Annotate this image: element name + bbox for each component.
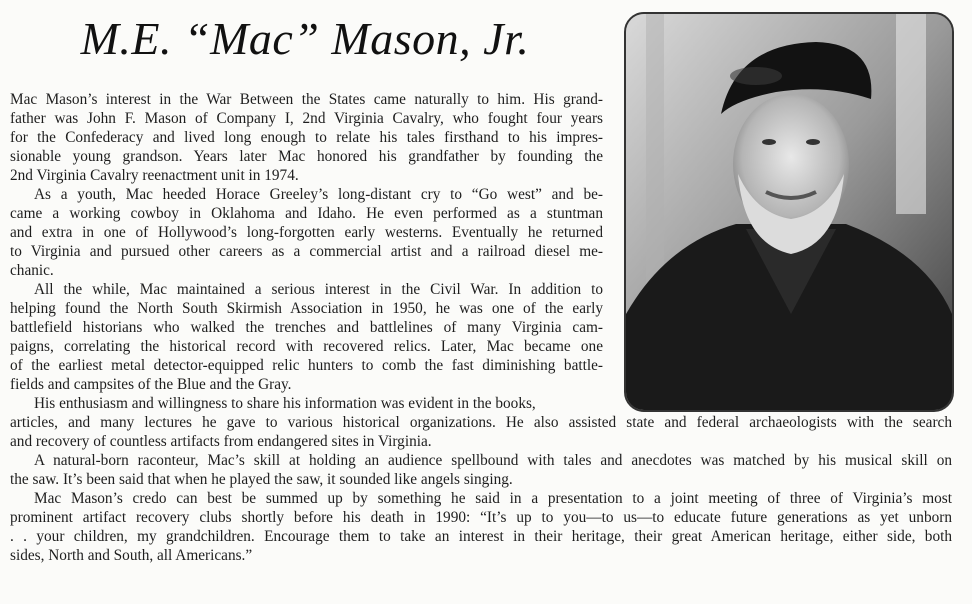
text-line: His enthusiasm and willingness to share his information was evident in the books, <box>34 395 536 412</box>
text-line: sionable young grandson. Years later Mac honored his grandfather by founding the <box>10 148 603 165</box>
text-line: A natural-born raconteur, Mac’s skill at holding an audience spellbound with tales and anecdotes was matched by his musical skill on <box>34 452 952 469</box>
text-line: of the earliest metal detector-equipped relic hunters to comb the fast diminishing battle- <box>10 357 603 374</box>
portrait-image <box>626 14 952 410</box>
text-line: All the while, Mac maintained a serious interest in the Civil War. In addition to <box>34 281 603 298</box>
text-line: the saw. It’s been said that when he played the saw, it sounded like angels singing. <box>10 471 513 488</box>
text-line: and recovery of countless artifacts from endangered sites in Virginia. <box>10 433 432 450</box>
text-line: father was John F. Mason of Company I, 2nd Virginia Cavalry, who fought four years <box>10 110 603 127</box>
portrait-photo <box>624 12 954 412</box>
text-line: Mac Mason’s credo can best be summed up by something he said in a presentation to a joint meeting of three of Virginia’s most <box>34 490 952 507</box>
text-line: and extra in one of Hollywood’s long-forgotten early westerns. Eventually he returned <box>10 224 603 241</box>
text-line: helping found the North South Skirmish Association in 1950, he was one of the early <box>10 300 603 317</box>
text-line: paigns, correlating the historical record with recovered relics. Later, Mac became one <box>10 338 603 355</box>
text-line: Mac Mason’s interest in the War Between the States came naturally to him. His grand- <box>10 91 603 108</box>
text-line: . . your children, my grandchildren. Encourage them to take an interest in their heritage, their great American heritage, either side, both <box>10 528 952 545</box>
text-line: came a working cowboy in Oklahoma and Idaho. He even performed as a stuntman <box>10 205 603 222</box>
text-line: fields and campsites of the Blue and the Gray. <box>10 376 292 393</box>
text-line: battlefield historians who walked the trenches and battlelines of many Virginia cam- <box>10 319 603 336</box>
text-line: articles, and many lectures he gave to various historical organizations. He also assisted state and federal archaeologists with the search <box>10 414 952 431</box>
page-title: M.E. “Mac” Mason, Jr. <box>80 13 530 64</box>
text-line: 2nd Virginia Cavalry reenactment unit in 1974. <box>10 167 299 184</box>
text-line: As a youth, Mac heeded Horace Greeley’s long-distant cry to “Go west” and be- <box>34 186 603 203</box>
text-line: for the Confederacy and lived long enough to relate his tales firsthand to his impres- <box>10 129 603 146</box>
text-line: sides, North and South, all Americans.” <box>10 547 253 564</box>
text-line: to Virginia and pursued other careers as a commercial artist and a railroad diesel me- <box>10 243 603 260</box>
text-line: prominent artifact recovery clubs shortly before his death in 1990: “It’s up to you—to us—to educate future generations as yet unborn <box>10 509 952 526</box>
text-line: chanic. <box>10 262 54 279</box>
